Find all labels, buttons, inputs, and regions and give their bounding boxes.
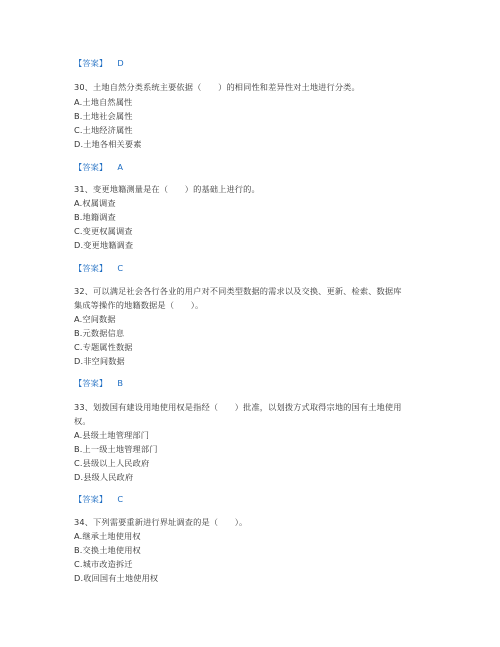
option-c: C.土地经济属性 <box>74 125 133 135</box>
option-a: A.权属调查 <box>74 198 116 208</box>
option-c: C.专题属性数据 <box>74 342 133 352</box>
question-stem: 31、变更地籍测量是在（ ）的基础上进行的。 <box>74 184 260 194</box>
answer-value: C <box>117 494 124 504</box>
answer-value: C <box>117 263 124 273</box>
question-stem: 33、划拨国有建设用地使用权是指经（ ）批准，以划拨方式取得宗地的国有土地使用 <box>74 402 402 412</box>
option-b: B.土地社会属性 <box>74 111 133 121</box>
answer-line <box>74 377 123 389</box>
option-d: D.收回国有土地使用权 <box>74 573 159 583</box>
option-c: C.县级以上人民政府 <box>74 458 150 468</box>
question-stem: 34、下列需要重新进行界址调查的是（ ）。 <box>74 517 248 527</box>
answer-label: 【答案】 <box>74 494 108 504</box>
option-a: A.空间数据 <box>74 314 116 324</box>
answer-value: B <box>117 378 124 388</box>
answer-value: A <box>117 162 124 172</box>
option-b: B.地籍调查 <box>74 212 116 222</box>
option-b: B.元数据信息 <box>74 328 125 338</box>
option-a: A.继承土地使用权 <box>74 531 141 541</box>
answer-line <box>74 262 123 274</box>
option-c: C.变更权属调查 <box>74 226 133 236</box>
option-b: B.交换土地使用权 <box>74 545 141 555</box>
answer-line <box>74 57 124 69</box>
question-stem: 30、土地自然分类系统主要依据（ ）的相同性和差异性对土地进行分类。 <box>74 82 360 92</box>
option-a: A.县级土地管理部门 <box>74 430 150 440</box>
answer-label: 【答案】 <box>74 58 108 68</box>
answer-label: 【答案】 <box>74 378 108 388</box>
option-a: A.土地自然属性 <box>74 97 133 107</box>
option-c: C.城市改造拆迁 <box>74 559 133 569</box>
question-stem: 32、可以满足社会各行各业的用户对不同类型数据的需求以及交换、更新、检索、数据库 <box>74 286 402 296</box>
option-d: D.非空间数据 <box>74 356 125 366</box>
answer-label: 【答案】 <box>74 263 108 273</box>
answer-line <box>74 161 123 173</box>
option-d: D.变更地籍调查 <box>74 240 134 250</box>
option-b: B.上一级土地管理部门 <box>74 444 158 454</box>
option-d: D.土地各相关要素 <box>74 139 142 149</box>
answer-value: D <box>117 58 124 68</box>
answer-label: 【答案】 <box>74 162 108 172</box>
option-d: D.县级人民政府 <box>74 472 134 482</box>
question-stem-continued: 集成等操作的地籍数据是（ ）。 <box>74 300 204 310</box>
answer-line <box>74 493 123 505</box>
question-stem-continued: 权。 <box>74 416 91 426</box>
